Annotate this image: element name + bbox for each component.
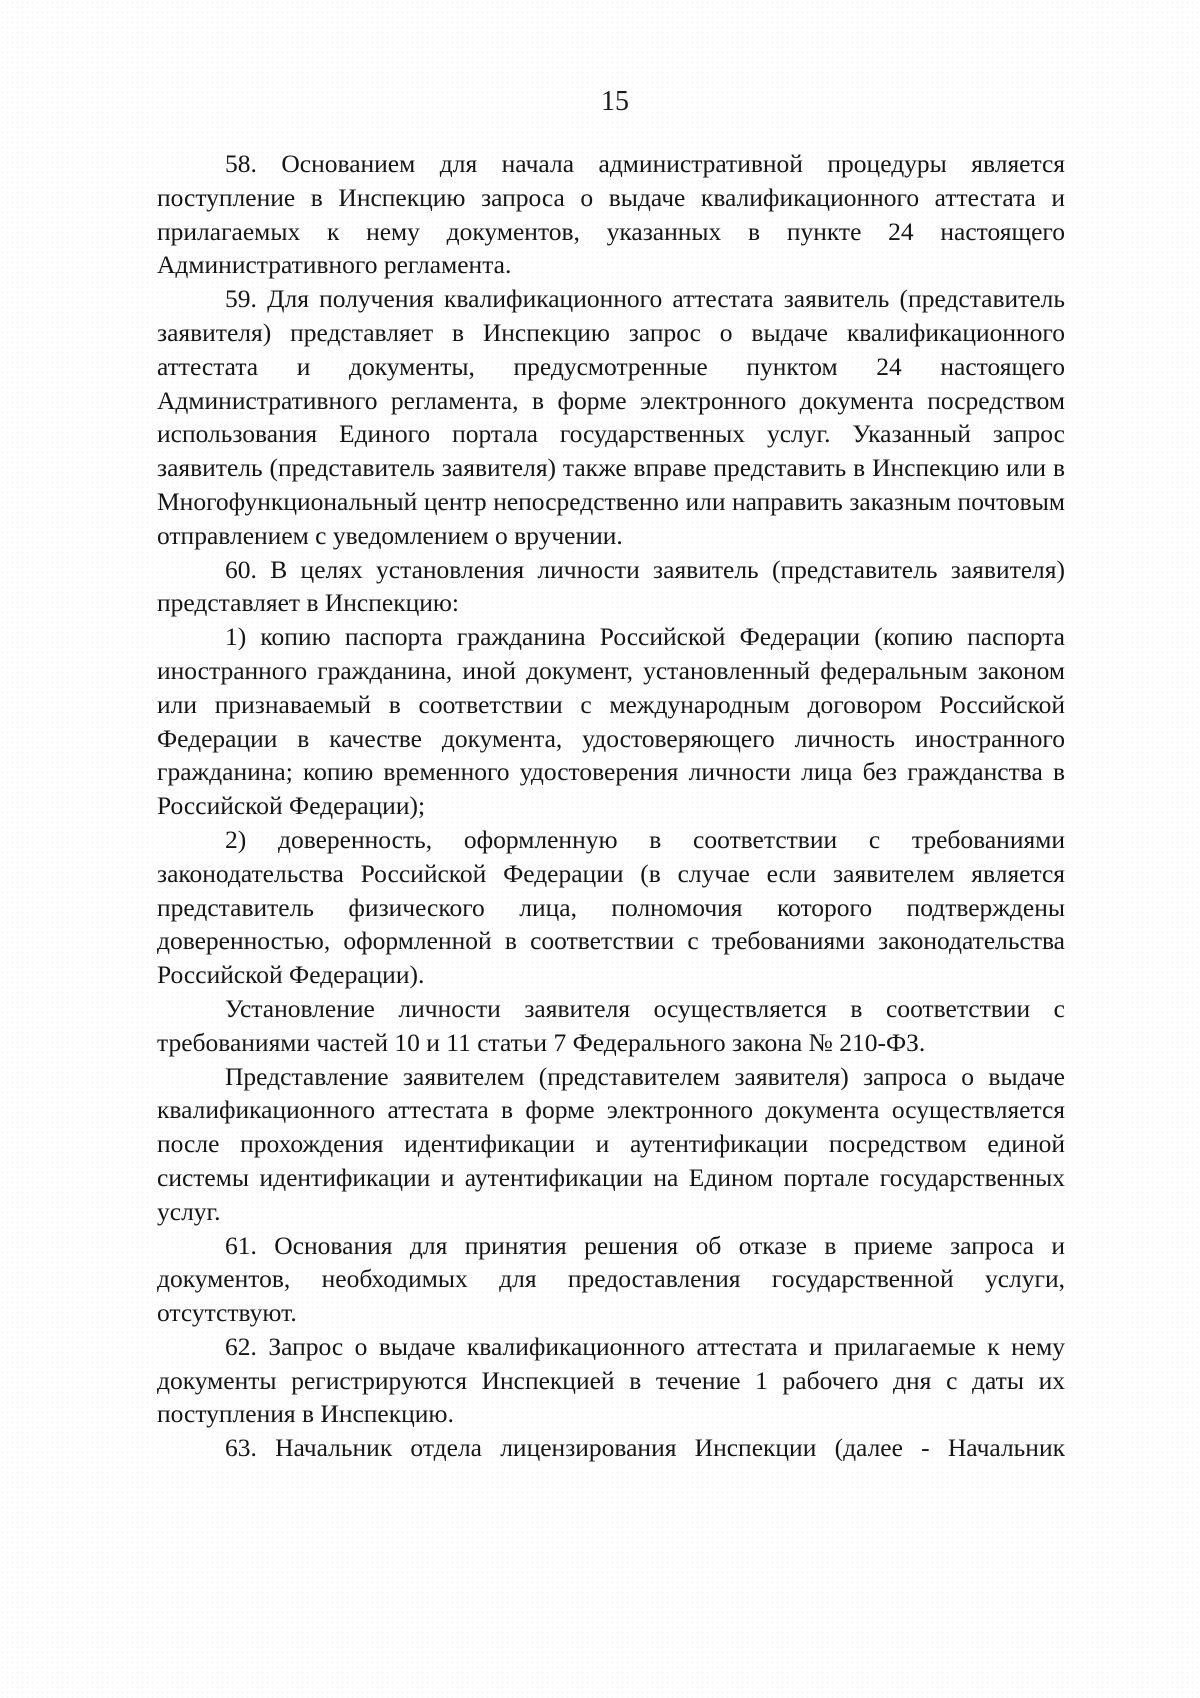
paragraph-58: 58. Основанием для начала административной процедуры является поступление в Инспекцию запроса о выдаче квалификационного аттестата и прилагаемых к нему документов, указанных в пункте 24 настоящего Административного регламента. xyxy=(157,149,1065,280)
paragraph-identity-check: Установление личности заявителя осуществляется в соответствии с требованиями частей 10 и 11 статьи 7 Федерального закона № 210-ФЗ. xyxy=(157,993,1065,1057)
paragraph-60-item-1: 1) копию паспорта гражданина Российской Федерации (копию паспорта иностранного гражданина, иной документ, установленный федеральным законом или признаваемый в соответствии с международным договором Российской Федерации в качестве документа, удостоверяющего личность иностранного гражданина; копию временного удостоверения личности лица без гражданства в Российской Федерации); xyxy=(157,622,1065,821)
paragraph-61: 61. Основания для принятия решения об отказе в приеме запроса и документов, необходимых для предоставления государственной услуги, отсутствуют. xyxy=(157,1230,1065,1328)
paragraph-60: 60. В целях установления личности заявитель (представитель заявителя) представляет в Инспекцию: xyxy=(157,554,1065,618)
paragraph-62: 62. Запрос о выдаче квалификационного аттестата и прилагаемые к нему документы регистрируются Инспекцией в течение 1 рабочего дня с даты их поступления в Инспекцию. xyxy=(157,1331,1065,1429)
document-body xyxy=(157,147,1065,1465)
paragraph-59: 59. Для получения квалификационного аттестата заявитель (представитель заявителя) представляет в Инспекцию запрос о выдаче квалификационного аттестата и документы, предусмотренные пунктом 24 настоящего Административного регламента, в форме электронного документа посредством использования Единого портала государственных услуг. Указанный запрос заявитель (представитель заявителя) также вправе представить в Инспекцию или в Многофункциональный центр непосредственно или направить заказным почтовым отправлением с уведомлением о вручении. xyxy=(157,284,1065,550)
paragraph-electronic-submission: Представление заявителем (представителем заявителя) запроса о выдаче квалификационного аттестата в форме электронного документа осуществляется после прохождения идентификации и аутентификации посредством единой системы идентификации и аутентификации на Едином портале государственных услуг. xyxy=(157,1061,1065,1226)
paragraph-63: 63. Начальник отдела лицензирования Инспекции (далее - Начальник xyxy=(225,1433,1065,1463)
page-number: 15 xyxy=(601,86,629,117)
paragraph-60-item-2: 2) доверенность, оформленную в соответствии с требованиями законодательства Российской Федерации (в случае если заявителем является представитель физического лица, полномочия которого подтверждены доверенностью, оформленной в соответствии с требованиями законодательства Российской Федерации). xyxy=(157,824,1065,990)
